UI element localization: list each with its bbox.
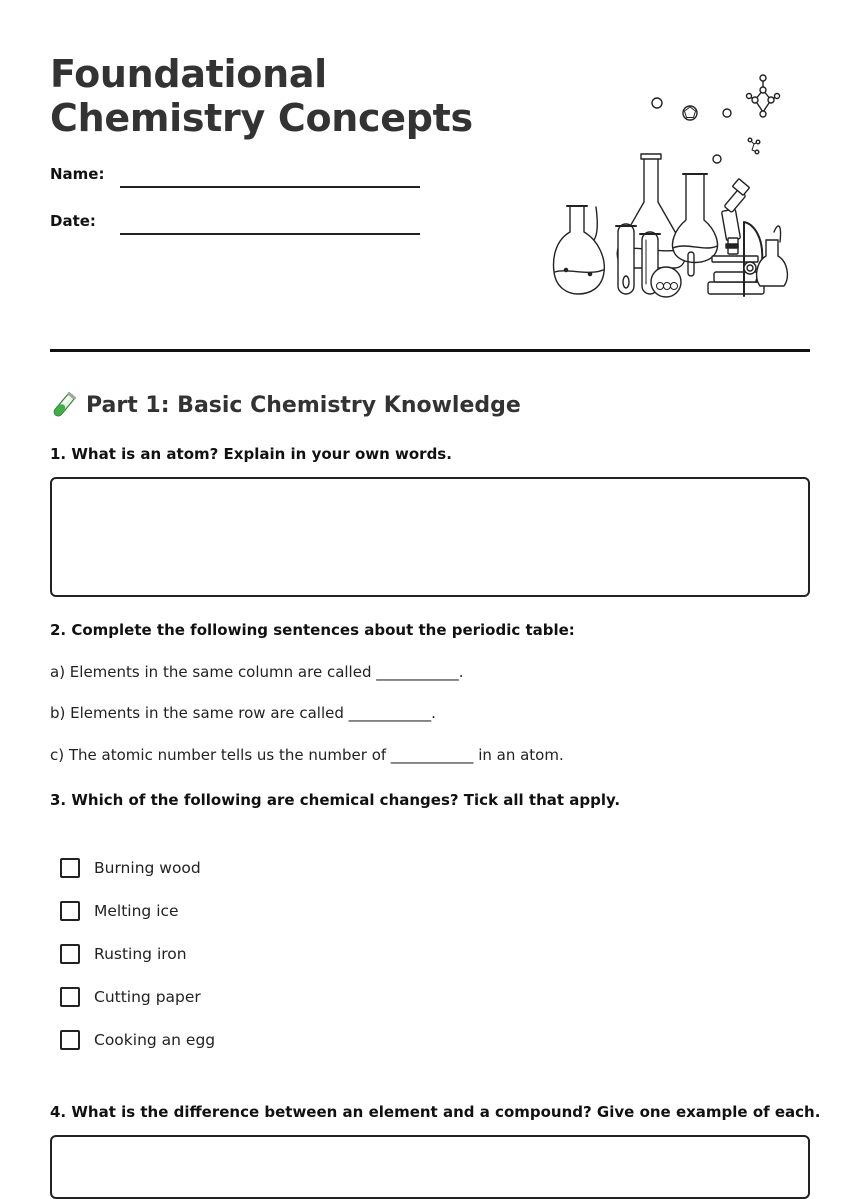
option-cutting-paper[interactable] <box>60 984 201 1010</box>
option-burning-wood[interactable] <box>60 855 201 881</box>
question-2-sentence-b: b) Elements in the same row are called ___________. <box>50 704 436 722</box>
option-rusting-iron[interactable] <box>60 941 187 967</box>
worksheet-title: Foundational Chemistry Concepts <box>50 52 473 140</box>
option-label: Burning wood <box>94 859 201 877</box>
question-1: 1. What is an atom? Explain in your own words. <box>50 445 452 463</box>
question-2-sentence-a: a) Elements in the same column are called ___________. <box>50 663 464 681</box>
date-label: Date: <box>50 212 96 230</box>
question-3: 3. Which of the following are chemical changes? Tick all that apply. <box>50 791 621 809</box>
chemistry-glassware-illustration <box>548 72 792 302</box>
name-label: Name: <box>50 165 105 183</box>
checkbox[interactable] <box>60 987 80 1007</box>
option-label: Rusting iron <box>94 945 187 963</box>
option-label: Cutting paper <box>94 988 201 1006</box>
question-2-sentence-c: c) The atomic number tells us the number of ___________ in an atom. <box>50 746 564 764</box>
option-label: Melting ice <box>94 902 179 920</box>
question-4: 4. What is the difference between an element and a compound? Give one example of each. <box>50 1103 821 1121</box>
question-2: 2. Complete the following sentences about the periodic table: <box>50 621 575 639</box>
option-cooking-an-egg[interactable] <box>60 1027 215 1053</box>
checkbox[interactable] <box>60 858 80 878</box>
date-field[interactable] <box>120 233 420 235</box>
test-tube-icon <box>50 391 78 419</box>
header-divider <box>50 349 810 352</box>
option-melting-ice[interactable] <box>60 898 179 924</box>
option-label: Cooking an egg <box>94 1031 216 1049</box>
part1-heading <box>50 388 521 422</box>
checkbox[interactable] <box>60 1030 80 1050</box>
checkbox[interactable] <box>60 901 80 921</box>
question-1-answer-box[interactable] <box>50 477 810 597</box>
part1-heading-text: Part 1: Basic Chemistry Knowledge <box>86 392 521 418</box>
question-4-answer-box[interactable] <box>50 1135 810 1199</box>
name-field[interactable] <box>120 186 420 188</box>
checkbox[interactable] <box>60 944 80 964</box>
